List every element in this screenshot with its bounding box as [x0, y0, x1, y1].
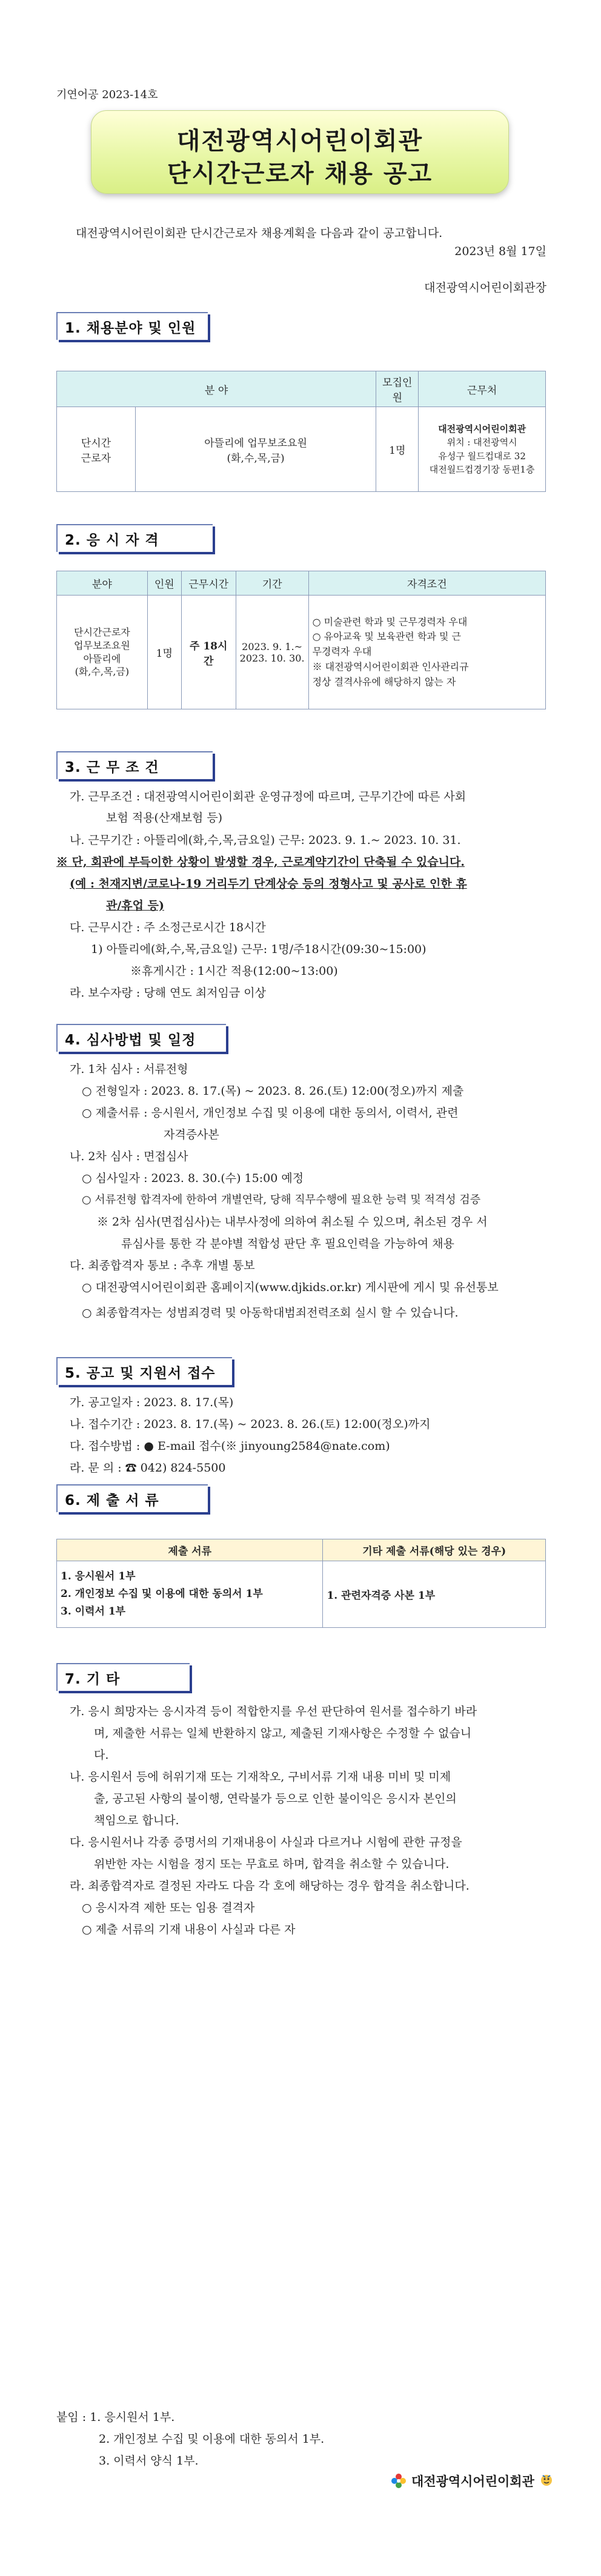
- logo-mascot-icon: [539, 2472, 554, 2490]
- text-line: 위반한 자는 시험을 정지 또는 무효로 하며, 합격을 취소할 수 있습니다.: [94, 1857, 450, 1871]
- attachment-line: 붙임 : 1. 응시원서 1부.: [56, 2411, 175, 2424]
- section-2-heading: 2. 응 시 자 격: [56, 524, 213, 552]
- text-line: 라. 최종합격자로 결정된 자라도 다음 각 호에 해당하는 경우 합격을 취소합니다.: [70, 1879, 470, 1893]
- header-field: 분야: [57, 571, 148, 596]
- text-line: 라. 보수자랑 : 당해 연도 최저임금 이상: [70, 986, 266, 1000]
- table-cell: 단시간근로자 업무보조요원 아뜰리에 (화,수,목,금): [57, 596, 148, 709]
- text-line: 다. 최종합격자 통보 : 추후 개별 통보: [70, 1259, 255, 1272]
- text-line: 가. 1차 심사 : 서류전형: [70, 1063, 188, 1076]
- documents-table: [56, 1539, 546, 1628]
- text-line: 다.: [94, 1748, 109, 1762]
- text-line: 류심사를 통한 각 분야별 적합성 판단 후 필요인력을 가능하여 채용: [121, 1237, 454, 1250]
- table-cell: 2023. 9. 1.~ 2023. 10. 30.: [236, 596, 308, 709]
- org-logo: [391, 2472, 554, 2490]
- header-hours: 근무시간: [181, 571, 236, 596]
- notice-date: 2023년 8월 17일: [454, 245, 546, 258]
- text-line: (예 : 천재지변/코로나-19 거리두기 단계상승 등의 정형사고 및 공사로 인한 휴: [70, 877, 467, 891]
- text-line: ○ 최종합격자는 성범죄경력 및 아동학대범죄전력조회 실시 할 수 있습니다.: [82, 1306, 459, 1320]
- title-line-2: 단시간근로자 채용 공고: [167, 160, 433, 188]
- text-line: 보험 적용(산재보험 등): [106, 811, 223, 825]
- text-line: ○ 제출서류 : 응시원서, 개인정보 수집 및 이용에 대한 동의서, 이력서, 관련: [82, 1106, 459, 1120]
- intro-text: 대전광역시어린이회관 단시간근로자 채용계획을 다음과 같이 공고합니다.: [76, 227, 443, 240]
- section-1-heading: 1. 채용분야 및 인원: [56, 312, 208, 340]
- section-4-heading: 4. 심사방법 및 일정: [56, 1024, 226, 1052]
- table-cell: 주 18시간: [181, 596, 236, 709]
- header-workplace: 근무처: [419, 371, 546, 407]
- recruitment-table: [56, 371, 546, 492]
- section-6-heading: 6. 제 출 서 류: [56, 1484, 208, 1512]
- text-line: ○ 심사일자 : 2023. 8. 30.(수) 15:00 예정: [82, 1172, 304, 1185]
- text-line: 1) 아뜰리에(화,수,목,금요일) 근무: 1명/주18시간(09:30~15:00): [91, 943, 427, 956]
- title-line-1: 대전광역시어린이회관: [176, 127, 423, 155]
- table-cell: 아뜰리에 업무보조요원 (화,수,목,금): [135, 407, 376, 492]
- text-line: ※휴게시간 : 1시간 적용(12:00~13:00): [130, 964, 338, 978]
- issuer-name: 대전광역시어린이회관장: [424, 281, 546, 294]
- attachment-line: 2. 개인정보 수집 및 이용에 대한 동의서 1부.: [99, 2432, 325, 2446]
- section-7-heading: 7. 기 타: [56, 1663, 190, 1691]
- text-line: ○ 제출 서류의 기재 내용이 사실과 다른 자: [82, 1923, 296, 1936]
- logo-flower-icon: [391, 2473, 407, 2489]
- contact-email: 다. 접수방법 : ● E-mail 접수(※ jinyoung2584@nate.com): [70, 1439, 390, 1453]
- text-line: 나. 2차 심사 : 면접심사: [70, 1150, 188, 1163]
- table-cell: 1명: [376, 407, 419, 492]
- text-line: ○ 전형일자 : 2023. 8. 17.(목) ~ 2023. 8. 26.(토) 12:00(정오)까지 제출: [82, 1084, 464, 1098]
- text-line: 가. 공고일자 : 2023. 8. 17.(목): [70, 1396, 234, 1409]
- header-period: 기간: [236, 571, 308, 596]
- header-optional: 기타 제출 서류(해당 있는 경우): [323, 1539, 546, 1561]
- text-line: 관/휴업 등): [106, 899, 164, 912]
- text-line: ※ 2차 심사(면접심사)는 내부사정에 의하여 취소될 수 있으며, 취소된 경우 서: [97, 1215, 488, 1229]
- contact-phone: 라. 문 의 : ☎ 042) 824-5500: [70, 1461, 226, 1475]
- text-line: 다. 근무시간 : 주 소정근로시간 18시간: [70, 921, 266, 934]
- header-field: 분 야: [57, 371, 376, 407]
- text-line: ○ 서류전형 합격자에 한하여 개별연락, 당해 직무수행에 필요한 능력 및 적격성 검증: [82, 1193, 481, 1206]
- text-line: 며, 제출한 서류는 일체 반환하지 않고, 제출된 기재사항은 수정할 수 없습니: [94, 1727, 472, 1740]
- text-line: 가. 응시 희망자는 응시자격 등이 적합한지를 우선 판단하여 원서를 접수하기 바라: [70, 1705, 477, 1718]
- table-cell: 대전광역시어린이회관 위치 : 대전광역시 유성구 월드컵대로 32 대전월드컵경기장 동편1층: [419, 407, 546, 492]
- text-line: 가. 근무조건 : 대전광역시어린이회관 운영규정에 따르며, 근무기간에 따른 사회: [70, 790, 467, 803]
- required-documents-cell: 1. 응시원서 1부 2. 개인정보 수집 및 이용에 대한 동의서 1부 3. 이력서 1부: [57, 1561, 323, 1628]
- text-line: ○ 응시자격 제한 또는 임용 결격자: [82, 1901, 255, 1914]
- logo-text: 대전광역시어린이회관: [411, 2474, 534, 2489]
- header-count: 인원: [147, 571, 181, 596]
- text-line: 출, 공고된 사항의 불이행, 연락불가 등으로 인한 불이익은 응시자 본인의: [94, 1792, 457, 1805]
- text-line: ※ 단, 회관에 부득이한 상황이 발생할 경우, 근로계약기간이 단축될 수 있습니다.: [56, 855, 465, 869]
- header-required: 제출 서류: [57, 1539, 323, 1561]
- text-line: 다. 응시원서나 각종 증명서의 기재내용이 사실과 다르거나 시험에 관한 규정을: [70, 1836, 462, 1849]
- text-line: 나. 접수기간 : 2023. 8. 17.(목) ~ 2023. 8. 26.(토) 12:00(정오)까지: [70, 1418, 431, 1431]
- table-cell: 단시간 근로자: [57, 407, 136, 492]
- qualification-table: [56, 571, 546, 709]
- section-5-heading: 5. 공고 및 지원서 접수: [56, 1357, 232, 1385]
- optional-documents-cell: 1. 관련자격증 사본 1부: [323, 1561, 546, 1628]
- attachment-line: 3. 이력서 양식 1부.: [99, 2454, 199, 2468]
- document-number: 기연어공 2023-14호: [56, 88, 158, 101]
- text-line: 자격증사본: [164, 1128, 219, 1141]
- table-cell: 1명: [147, 596, 181, 709]
- section-3-heading: 3. 근 무 조 건: [56, 751, 213, 779]
- table-cell: ○ 미술관련 학과 및 근무경력자 우대 ○ 유아교육 및 보육관련 학과 및 근 무경력자 우대 ※ 대전광역시어린이회관 인사관리규 정상 결격사유에 해당하지 않는 자: [308, 596, 545, 709]
- title-banner: [91, 110, 509, 194]
- header-count: 모집인원: [376, 371, 419, 407]
- text-line: 나. 근무기간 : 아뜰리에(화,수,목,금요일) 근무: 2023. 9. 1.~ 2023. 10. 31.: [70, 834, 461, 847]
- text-line: 나. 응시원서 등에 허위기재 또는 기재착오, 구비서류 기재 내용 미비 및 미제: [70, 1770, 451, 1784]
- header-qualification: 자격조건: [308, 571, 545, 596]
- text-line: ○ 대전광역시어린이회관 홈페이지(www.djkids.or.kr) 게시판에 게시 및 유선통보: [82, 1281, 499, 1294]
- text-line: 책임으로 합니다.: [94, 1814, 179, 1827]
